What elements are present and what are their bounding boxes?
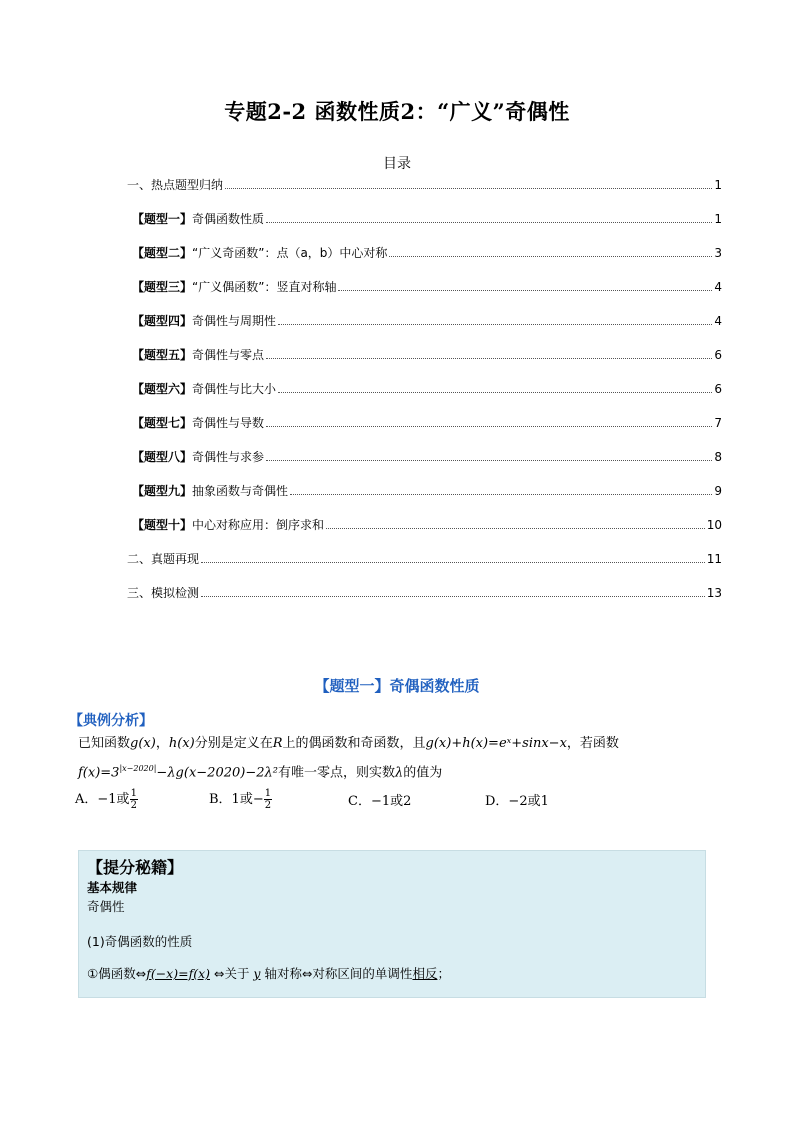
toc-entry-text: 奇偶性与周期性 [192, 314, 277, 328]
toc-leader-dots [278, 382, 712, 393]
toc-leader-dots [290, 484, 712, 495]
toc-entry-text: 奇偶性与零点 [192, 348, 265, 362]
tip-box [78, 850, 706, 998]
math-f: f(x)=3 [78, 765, 120, 781]
toc-entry-prefix: 【题型十】 [132, 518, 193, 532]
toc-entry-text: 一、热点题型归纳 [127, 178, 224, 192]
frac-num: 1 [264, 788, 272, 799]
toc-leader-dots [225, 178, 712, 189]
toc-entry-text: 抽象函数与奇偶性 [192, 484, 289, 498]
toc-leader-dots [266, 348, 712, 359]
toc-entry-label [132, 414, 264, 431]
toc-entry-prefix: 【题型六】 [132, 382, 193, 396]
problem-part: ，若函数 [566, 736, 619, 751]
math-lambda: λ [394, 765, 404, 781]
toc-entry[interactable] [127, 176, 722, 192]
toc-leader-dots [278, 314, 712, 325]
toc-entry[interactable] [132, 278, 722, 294]
toc-page-number: 10 [706, 518, 722, 532]
toc-page-number: 1 [714, 178, 722, 192]
tip-subtitle: 基本规律 [87, 880, 138, 895]
toc-entry-text: “广义奇函数”：点（a，b）中心对称 [192, 246, 388, 260]
problem-part: 分别是定义在 [194, 736, 273, 751]
toc-entry[interactable] [132, 448, 722, 464]
section-title: 【题型一】奇偶函数性质 [314, 677, 480, 695]
toc-entry[interactable] [132, 516, 722, 532]
toc-entry[interactable] [132, 244, 722, 260]
toc-entry-label [132, 380, 276, 397]
toc-entry-label [127, 584, 199, 601]
toc-entry-label [132, 482, 288, 499]
toc-entry-text: 二、真题再现 [127, 552, 200, 566]
toc-entry-text: 三、模拟检测 [127, 586, 200, 600]
page-title: 专题2-2 函数性质2：“广义”奇偶性 [224, 99, 570, 124]
toc-heading: 目录 [383, 156, 411, 172]
toc-page-number: 9 [714, 484, 722, 498]
toc-page-number: 4 [714, 314, 722, 328]
tip-line-2 [87, 964, 450, 982]
toc-entry-prefix: 【题型五】 [132, 348, 193, 362]
math-eq1: g(x)+h(x)=eˣ+sinx−x [425, 736, 567, 751]
toc-page-number: 7 [714, 416, 722, 430]
frac-num: 1 [130, 788, 137, 799]
toc-page-number: 13 [706, 586, 722, 600]
toc-leader-dots [266, 212, 712, 223]
problem-text [78, 731, 718, 785]
choice-a[interactable] [75, 788, 138, 811]
toc-entry-label [132, 312, 276, 329]
choice-d[interactable]: D．−2或1 [485, 794, 549, 809]
toc-leader-dots [201, 552, 705, 563]
fraction [264, 788, 272, 811]
toc-page-number: 4 [714, 280, 722, 294]
tip-title: 【提分秘籍】 [87, 858, 184, 877]
toc-entry-prefix: 【题型八】 [132, 450, 193, 464]
math-g: g(x) [130, 736, 156, 751]
choice-b[interactable] [209, 788, 272, 811]
math-r: R [272, 736, 283, 751]
toc-page-number: 3 [714, 246, 722, 260]
tip-formula: f(−x)=f(x) [146, 966, 210, 981]
toc-leader-dots [389, 246, 712, 257]
toc-leader-dots [326, 518, 705, 529]
problem-part: 有唯一零点，则实数 [277, 765, 395, 781]
toc-page-number: 6 [714, 348, 722, 362]
toc-entry-label [132, 210, 264, 227]
toc-entry-text: 奇偶性与求参 [192, 450, 265, 464]
choice-a-label: A．−1或 [75, 792, 130, 807]
toc-entry[interactable] [132, 346, 722, 362]
toc-entry-prefix: 【题型三】 [132, 280, 193, 294]
problem-part: 已知函数 [78, 736, 131, 751]
toc-entry-prefix: 【题型七】 [132, 416, 193, 430]
toc-page-number: 1 [714, 212, 722, 226]
toc-entry-prefix: 【题型二】 [132, 246, 193, 260]
toc-entry-label [132, 516, 324, 533]
toc-entry-text: 奇偶性与比大小 [192, 382, 277, 396]
toc-entry-text: 奇偶性与导数 [192, 416, 265, 430]
toc-leader-dots [266, 450, 712, 461]
toc-page-number: 11 [706, 552, 722, 566]
frac-den: 2 [264, 800, 272, 811]
choice-c[interactable]: C．−1或2 [348, 794, 412, 809]
tip-var: y [253, 966, 261, 981]
toc-page-number: 8 [714, 450, 722, 464]
problem-part: 上的偶函数和奇函数，且 [282, 736, 426, 751]
problem-part: ， [155, 736, 169, 751]
tip-emph: 相反 [412, 966, 438, 981]
example-label: 【典例分析】 [69, 713, 153, 729]
toc-entry[interactable] [127, 550, 722, 566]
choice-b-label: B．1或− [209, 792, 264, 807]
toc-entry[interactable] [127, 584, 722, 600]
toc-entry-label [127, 176, 223, 193]
toc-leader-dots [338, 280, 712, 291]
fraction [130, 788, 138, 811]
problem-part: 的值为 [403, 765, 443, 781]
toc-entry-text: 中心对称应用：倒序求和 [192, 518, 325, 532]
tip-line-1: (1)奇偶函数的性质 [87, 934, 193, 949]
math-h: h(x) [168, 736, 195, 751]
toc-entry[interactable] [132, 380, 722, 396]
answer-choices [75, 788, 675, 812]
toc-entry-prefix: 【题型四】 [132, 314, 193, 328]
tip-text: ； [437, 966, 450, 981]
toc-entry-text: 奇偶函数性质 [192, 212, 265, 226]
toc-entry-label [127, 550, 199, 567]
toc-entry-text: “广义偶函数”：竖直对称轴 [192, 280, 337, 294]
toc-page-number: 6 [714, 382, 722, 396]
tip-text: 轴对称⇔对称区间的单调性 [260, 966, 413, 981]
toc-entry-prefix: 【题型一】 [132, 212, 193, 226]
toc-entry[interactable] [132, 210, 722, 226]
tip-subtitle-2: 奇偶性 [87, 899, 125, 914]
toc-entry-label [132, 448, 264, 465]
toc-entry-label [132, 278, 336, 295]
tip-text: ①偶函数⇔ [87, 966, 147, 981]
tip-text: ⇔关于 [210, 966, 254, 981]
toc-leader-dots [266, 416, 712, 427]
toc-entry-label [132, 346, 264, 363]
toc-entry-label [132, 244, 387, 261]
frac-den: 2 [130, 800, 137, 811]
toc-entry[interactable] [132, 414, 722, 430]
math-f-rest: −λg(x−2020)−2λ² [156, 765, 278, 781]
toc-entry[interactable] [132, 312, 722, 328]
math-exponent: |x−2020| [119, 764, 157, 773]
toc-entry[interactable] [132, 482, 722, 498]
toc-leader-dots [201, 586, 705, 597]
toc-entry-prefix: 【题型九】 [132, 484, 193, 498]
